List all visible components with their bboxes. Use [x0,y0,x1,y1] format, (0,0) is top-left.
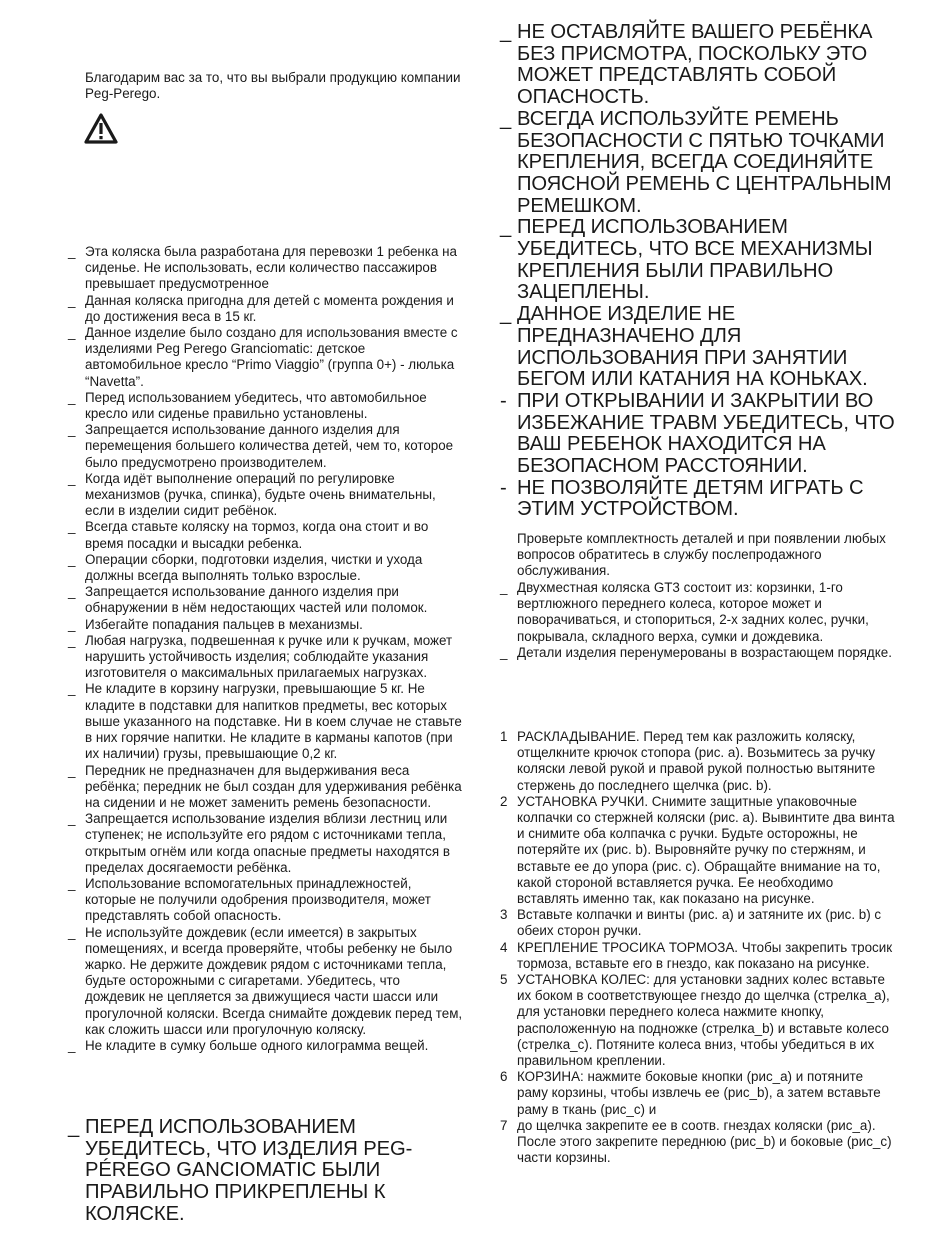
list-item-text: Запрещается использование данного изделия при обнаружении в нём недостающих частей или поломок. [85,584,428,616]
list-item-text: Любая нагрузка, подвешенная к ручке или к ручкам, может нарушить устойчивость изделия; соблюдайте указания изготовителя о максимальных прилагаемых нагрузках. [85,632,453,681]
list-bullet: _ [500,216,512,239]
list-bullet: _ [68,584,76,600]
uppercase-warning-text: ВСЕГДА ИСПОЛЬЗУЙТЕ РЕМЕНЬ БЕЗОПАСНОСТИ С ПЯТЬЮ ТОЧКАМИ КРЕПЛЕНИЯ, ВСЕГДА СОЕДИНЯЙТЕ ПОЯСНОЙ РЕМЕНЬ С ЦЕНТРАЛЬНЫМ РЕМЕШКОМ. [517,107,892,217]
uppercase-warning [500,304,900,391]
list-item [68,763,463,812]
uppercase-warning-text: ПЕРЕД ИСПОЛЬЗОВАНИЕМ УБЕДИТЕСЬ, ЧТО ИЗДЕЛИЯ PEG-PÉREGO GANCIOMATIC БЫЛИ ПРАВИЛЬНО ПРИКРЕПЛЕНЫ К КОЛЯСКЕ. [85,1116,413,1225]
list-bullet: _ [68,681,76,697]
list-item-text: Не используйте дождевик (если имеется) в закрытых помещениях, и всегда проверяйте, чтобы ребенку не было жарко. Не держите дождевик рядом с источниками тепла, будьте осторожными с сигаретами. Убедитесь, что дождевик не цепляется за движущиеся части шасси или прогулочной коляски. Всегда снимайте дождевик перед тем, как сложить шасси или прогулочную коляску. [85,924,463,1037]
list-item [68,681,463,762]
step-number: 5 [500,972,508,988]
list-item-text: Передник не предназначен для выдерживания веса ребёнка; передник не был создан для удерживания ребёнка на сидении и не может заменить ремень безопасности. [85,762,462,810]
step-number: 7 [500,1117,508,1133]
list-item-text: Эта коляска была разработана для перевозки 1 ребенка на сиденье. Не использовать, если количество пассажиров превышает предусмотренное [85,244,457,292]
list-bullet: - [500,389,507,412]
list-item-text: Запрещается использование изделия вблизи лестниц или ступенек; не используйте его рядом с источниками тепла, открытым огнём или когда опасные предметы находятся в пределах досягаемости ребёнка. [85,811,450,875]
warning-triangle-icon [84,113,118,145]
list-bullet: _ [68,1037,76,1053]
list-item-text: Всегда ставьте коляску на тормоз, когда она стоит и во время посадки и высадки ребенка. [85,519,429,551]
list-bullet: _ [68,1116,80,1138]
step-text: КРЕПЛЕНИЕ ТРОСИКА ТОРМОЗА. Чтобы закрепить тросик тормоза, вставьте его в гнездо, как показано на рисунке. [517,939,893,971]
list-item-text: Использование вспомогательных принадлежностей, которые не получили одобрения производителя, может представлять собой опасность. [85,875,431,924]
assembly-step [500,794,895,907]
assembly-step [500,1118,895,1167]
uppercase-warning-text: ПЕРЕД ИСПОЛЬЗОВАНИЕМ УБЕДИТЕСЬ, ЧТО ВСЕ МЕХАНИЗМЫ КРЕПЛЕНИЯ БЫЛИ ПРАВИЛЬНО ЗАЦЕПЛЕНЫ. [517,216,873,304]
list-bullet: _ [68,632,76,648]
list-item [68,925,463,1038]
list-item [68,244,463,293]
uppercase-warning [500,22,900,109]
list-item [68,390,463,422]
list-item [68,876,463,925]
list-item [68,617,463,633]
list-item-text: Данная коляска пригодна для детей с момента рождения и до достижения веса в 15 кг. [85,292,454,324]
list-item [68,325,463,390]
list-item [68,422,463,471]
list-bullet: _ [68,389,76,405]
list-bullet: _ [500,21,512,43]
list-item [68,1038,463,1054]
list-item-text: Когда идёт выполнение операций по регулировке механизмов (ручка, спинка), будьте очень внимательны, если в изделии сидит ребёнок. [85,470,436,519]
list-bullet: _ [68,422,76,438]
list-bullet: _ [68,762,76,778]
safety-warnings-list [68,244,463,1054]
uppercase-warning-text: НЕ ОСТАВЛЯЙТЕ ВАШЕГО РЕБЁНКА БЕЗ ПРИСМОТРА, ПОСКОЛЬКУ ЭТО МОЖЕТ ПРЕДСТАВЛЯТЬ СОБОЙ ОПАСНОСТЬ. [517,21,873,109]
uppercase-warning [68,1117,463,1226]
list-item [68,293,463,325]
assembly-steps-list [500,729,895,1166]
list-item [68,471,463,520]
uppercase-warning [500,109,900,218]
list-item [500,580,895,645]
list-item-text: Двухместная коляска GT3 состоит из: корзинки, 1-го вертлюжного переднего колеса, которое может и поворачиваться, и стопориться, 2-х задних колес, ручки, покрывала, складного верха, сумки и дождевика. [517,580,869,644]
left-uppercase-warnings [68,1117,463,1226]
list-bullet: _ [68,519,76,535]
step-text: Вставьте колпачки и винты (рис. a) и затяните их (рис. b) с обеих сторон ручки. [517,907,882,939]
list-bullet: _ [68,811,76,827]
step-text: УСТАНОВКА КОЛЕС: для установки задних колес вставьте их боком в соответствующее гнездо до щелчка (стрелка_a), для установки переднего колеса нажмите кнопку, расположенную на подножке (стрелка_b) и вставьте колесо (стрелка_c). Потяните колеса вниз, чтобы убедиться в их правильном креплении. [517,972,890,1069]
list-bullet: _ [68,244,76,259]
list-item [68,519,463,551]
step-number: 6 [500,1069,508,1085]
uppercase-warning-text: ДАННОЕ ИЗДЕЛИЕ НЕ ПРЕДНАЗНАЧЕНО ДЛЯ ИСПОЛЬЗОВАНИЯ ПРИ ЗАНЯТИИ БЕГОМ ИЛИ КАТАНИЯ НА КОНЬКАХ. [517,303,868,391]
list-item-text: Детали изделия перенумерованы в возрастающем порядке. [517,644,892,660]
list-bullet: _ [68,470,76,486]
step-text: УСТАНОВКА РУЧКИ. Снимите защитные упаковочные колпачки со стержней коляски (рис. a). Вывинтите два винта и снимите оба колпачка с ручки. Будьте осторожны, не потеряйте их (рис. b). Выровняйте ручку по стержням, и вставьте ее до упора (рис. c). Обращайте внимание на то, какой стороной вставляется ручка. Ее необходимо вставлять именно так, как показано на рисунке. [517,793,895,907]
list-item [68,552,463,584]
assembly-step [500,729,895,794]
step-text: РАСКЛАДЫВАНИЕ. Перед тем как разложить коляску, отщелкните крючок стопора (рис. a). Возьмитесь за ручку коляски левой рукой и правой рукой полностью вытяните стержень до последнего щелчка (рис. b). [517,729,876,793]
assembly-step [500,972,895,1069]
uppercase-warning-text: ПРИ ОТКРЫВАНИИ И ЗАКРЫТИИ ВО ИЗБЕЖАНИЕ ТРАВМ УБЕДИТЕСЬ, ЧТО ВАШ РЕБЕНОК НАХОДИТСЯ НА БЕЗОПАСНОМ РАССТОЯНИИ. [517,389,895,478]
assembly-step [500,940,895,972]
list-bullet: _ [68,875,76,891]
list-bullet: _ [500,107,512,130]
list-bullet: _ [68,551,76,567]
assembly-step [500,907,895,939]
step-number: 4 [500,939,508,955]
right-uppercase-warnings [500,22,900,521]
uppercase-warning [500,217,900,304]
list-item [68,584,463,616]
step-number: 1 [500,729,508,744]
list-bullet: _ [500,580,508,595]
uppercase-warning [500,391,900,478]
list-item-text: Данное изделие было создано для использования вместе с изделиями Peg Perego Granciomatic: детское автомобильное кресло “Primo Viaggio” (группа 0+) - люлька “Navetta”. [85,325,458,389]
list-item-text: Не кладите в сумку больше одного килограмма вещей. [85,1037,429,1053]
list-bullet: _ [500,303,512,326]
step-number: 3 [500,907,508,923]
step-number: 2 [500,793,508,809]
list-item-text: Запрещается использование данного изделия для перемещения большего количества детей, чем то, которое было предусмотрено производителем. [85,422,454,470]
check-parts-paragraph: Проверьте комплектность деталей и при появлении любых вопросов обратитесь в службу послепродажного обслуживания. [517,531,886,579]
step-text: КОРЗИНА: нажмите боковые кнопки (рис_a) и потяните раму корзины, чтобы извлечь ее (рис_b), а затем вставьте раму в ткань (рис_c) и [517,1069,881,1117]
assembly-step [500,1069,895,1118]
intro-text: Благодарим вас за то, что вы выбрали продукцию компании Peg-Perego. [85,70,461,101]
list-bullet: _ [68,924,76,940]
list-item [68,811,463,876]
uppercase-warning [500,478,900,521]
step-text: до щелчка закрепите ее в соотв. гнездах коляски (рис_a). После этого закрепите переднюю (рис_b) и боковые (рис_c) части корзины. [517,1117,892,1166]
list-item-text: Операции сборки, подготовки изделия, чистки и ухода должны всегда выполнять только взрослые. [85,551,423,584]
list-item [500,645,895,661]
list-item-text: Не кладите в корзину нагрузки, превышающие 5 кг. Не кладите в подставки для напитков предметы, вес которых выше указанного на подставке. Ни в коем случае не ставьте в них горячие напитки. Не кладите в карманы капотов (при их наличии) грузы, превышающие 0,2 кг. [85,681,462,762]
product-contents-list [500,580,895,661]
list-item [68,633,463,682]
list-bullet: - [500,476,507,499]
list-bullet: _ [68,292,76,308]
list-item-text: Перед использованием убедитесь, что автомобильное кресло или сиденье правильно установлены. [85,389,427,422]
list-bullet: _ [68,325,76,341]
list-item-text: Избегайте попадания пальцев в механизмы. [85,616,363,632]
list-bullet: _ [500,644,508,660]
uppercase-warning-text: НЕ ПОЗВОЛЯЙТЕ ДЕТЯМ ИГРАТЬ С ЭТИМ УСТРОЙСТВОМ. [517,476,864,521]
list-bullet: _ [68,616,76,632]
